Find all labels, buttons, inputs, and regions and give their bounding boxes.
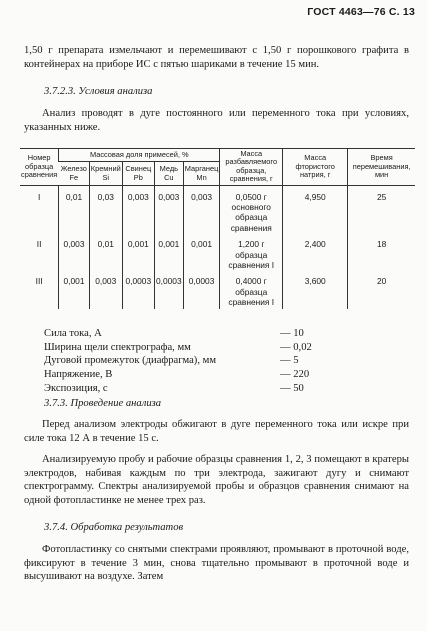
- param-label: Ширина щели спектрографа, мм: [44, 341, 191, 353]
- mass-line: сравнения I: [228, 297, 275, 308]
- cell-fe: 0,01: [59, 185, 90, 234]
- param-row: [44, 368, 364, 382]
- param-value: — 220: [280, 369, 310, 381]
- cell-photo-mass: 3,600: [283, 271, 348, 308]
- param-row: [44, 327, 364, 341]
- header-mass-fraction: Массовая доля примесей, %: [59, 149, 220, 162]
- cell-mn: 0,003: [183, 185, 220, 234]
- impurity-table: [20, 148, 415, 309]
- cell-base-mass: [220, 271, 283, 308]
- table-row: [20, 185, 415, 234]
- cell-time: 20: [348, 271, 415, 308]
- cell-base-mass: [220, 234, 283, 271]
- mass-line: сравнения: [230, 222, 272, 233]
- param-value: — 5: [280, 355, 299, 367]
- mass-line: 0,4000 г: [235, 276, 267, 287]
- cell-si: 0,003: [89, 271, 122, 308]
- mass-line: образца: [235, 249, 268, 260]
- param-row: [44, 354, 364, 368]
- analysis-paragraph: Анализ проводят в дуге постоянного или переменного тока при условиях, указанных ниже.: [24, 108, 409, 133]
- cell-mn: 0,0003: [183, 271, 220, 308]
- cell-mn: 0,001: [183, 234, 220, 271]
- param-value: — 10: [280, 328, 304, 339]
- table-row: [20, 271, 415, 308]
- param-label: Дуговой промежуток (диафрагма), мм: [44, 355, 217, 367]
- section-heading-results: 3.7.4. Обработка результатов: [44, 522, 184, 533]
- cell-fe: 0,003: [59, 234, 90, 271]
- header-sample-no: Номер образца сравнения: [20, 149, 59, 186]
- mass-line: основного: [231, 202, 271, 213]
- cell-photo-mass: 4,950: [283, 185, 348, 234]
- analysis-parameters: [44, 327, 364, 396]
- cell-base-mass: [220, 185, 283, 234]
- mass-line: образца: [235, 286, 268, 297]
- cell-cu: 0,0003: [154, 271, 183, 308]
- param-label: Экспозиция, с: [44, 382, 108, 394]
- cell-pb: 0,0003: [122, 271, 154, 308]
- header-cu: Медь Cu: [154, 162, 183, 185]
- cell-cu: 0,003: [154, 185, 183, 234]
- param-row: [44, 341, 364, 355]
- cell-fe: 0,001: [59, 271, 90, 308]
- procedure-paragraph-1: Перед анализом электроды обжигают в дуге переменного тока или искре при силе тока 12 А в течение 15 с.: [24, 419, 409, 444]
- cell-time: 18: [348, 234, 415, 271]
- intro-paragraph: 1,50 г препарата измельчают и перемешивают с 1,50 г порошкового графита в контейнерах на приборе ИС с пятью шариками в течение 15 мин.: [24, 45, 409, 70]
- param-value: — 50: [280, 382, 304, 394]
- table-row: [20, 234, 415, 271]
- procedure-paragraph-2: Анализируемую пробу и рабочие образцы сравнения 1, 2, 3 помещают в кратеры электродов, набивая каждым по три электрода, зажигают дугу и снимают спектрограмму. Спектры анализируемой пробы и образцов сравнения снимают на одной фотопластинке не менее трех раз.: [24, 454, 409, 506]
- header-mn: Марганец Mn: [183, 162, 220, 185]
- param-label: Напряжение, В: [44, 369, 113, 381]
- param-row: [44, 382, 364, 396]
- param-value: — 0,02: [280, 341, 312, 353]
- cell-sample-no: III: [35, 276, 43, 287]
- cell-pb: 0,001: [122, 234, 154, 271]
- cell-si: 0,03: [89, 185, 122, 234]
- results-paragraph: Фотопластинку со снятыми спектрами проявляют, промывают в проточной воде, фиксируют в течение 3 мин, снова тщательно промывают в проточной воде и высушивают на воздухе. Затем: [24, 544, 409, 583]
- cell-sample-no: II: [36, 239, 42, 250]
- cell-photo-mass: 2,400: [283, 234, 348, 271]
- cell-cu: 0,001: [154, 234, 183, 271]
- header-si: Кремний Si: [89, 162, 122, 185]
- header-base-mass: Масса разбавляемого образца, сравнения, г: [220, 149, 283, 186]
- header-pb: Свинец Pb: [122, 162, 154, 185]
- param-label: Сила тока, А: [44, 328, 102, 339]
- header-time: Время перемешивания, мин: [348, 149, 415, 186]
- cell-si: 0,01: [89, 234, 122, 271]
- cell-pb: 0,003: [122, 185, 154, 234]
- header-fe: Железо Fe: [59, 162, 90, 185]
- page-header: ГОСТ 4463—76 С. 13: [307, 6, 415, 18]
- mass-line: образца: [235, 212, 268, 223]
- section-heading-conditions: 3.7.2.3. Условия анализа: [44, 86, 153, 97]
- header-photo-mass: Масса фтористого натрия, г: [283, 149, 348, 186]
- mass-line: 1,200 г: [238, 239, 265, 250]
- cell-sample-no: I: [37, 191, 41, 202]
- section-heading-procedure: 3.7.3. Проведение анализа: [44, 398, 162, 409]
- mass-line: 0,0500 г: [235, 191, 267, 202]
- mass-line: сравнения I: [228, 260, 275, 271]
- cell-time: 25: [348, 185, 415, 234]
